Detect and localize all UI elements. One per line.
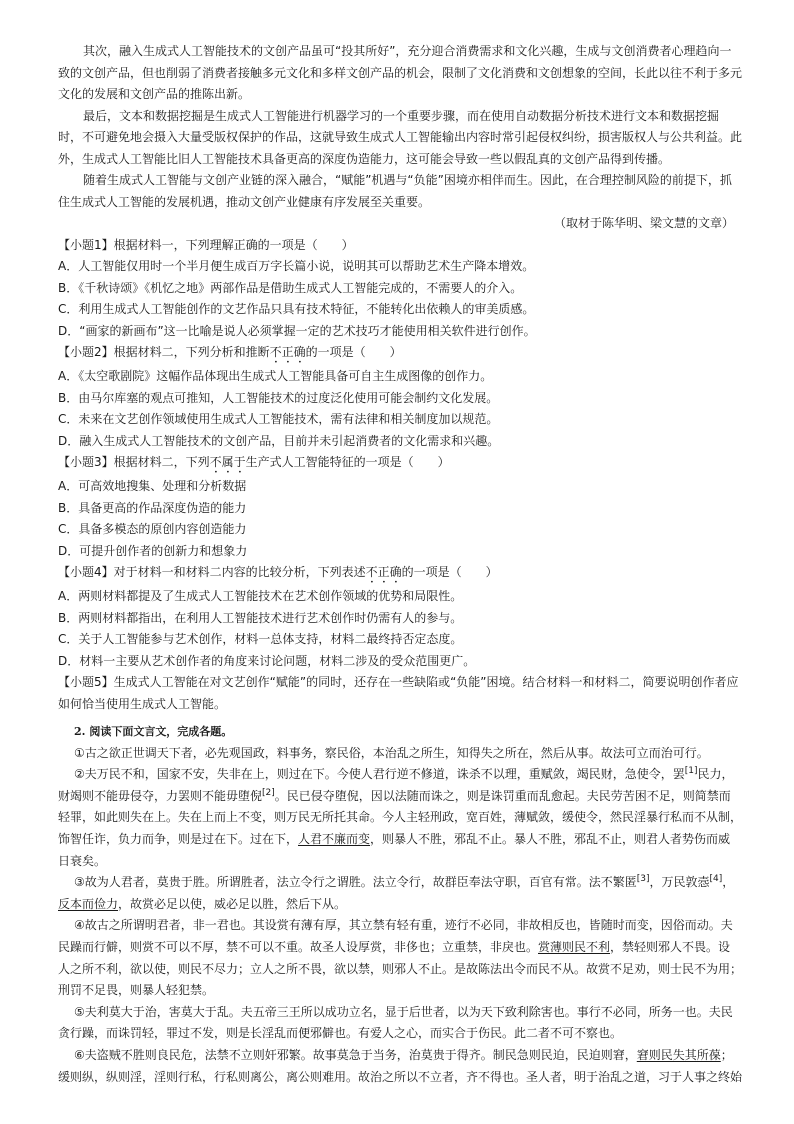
section-heading: 2. 阅读下面文言文，完成各题。 [74, 725, 233, 738]
reading-section-2 [58, 721, 742, 1088]
underlined-sentence: 赏薄则民不利 [538, 939, 611, 954]
source-citation: （取材于陈华明、梁文慧的文章） [553, 216, 734, 230]
question-3-option: B．具备更高的作品深度伪造的能力 [58, 500, 247, 515]
reading-section-1 [58, 41, 742, 715]
footnote-marker: [2] [262, 787, 275, 798]
question-2-option: A．《太空歌剧院》这幅作品体现出生成式人工智能具备可自主生成图像的创作力。 [58, 369, 493, 383]
underlined-sentence: 反本而俭力 [58, 896, 119, 911]
question-1-option: D．“画家的新画布”这一比喻是说人必须掌握一定的艺术技巧才能使用相关软件进行创作。 [58, 323, 536, 338]
question-1-option: C．利用生成式人工智能创作的文艺作品只具有技术特征，不能转化出依赖人的审美质感。 [58, 302, 535, 316]
question-4-option: C．关于人工智能参与艺术创作，材料一总体支持，材料二最终持否定态度。 [58, 632, 463, 646]
question-3-option: D．可提升创作者的创新力和想象力 [58, 543, 248, 558]
question-1-option: B．《千秋诗颂》《机忆之地》两部作品是借助生成式人工智能完成的，不需要人的介入。 [58, 280, 523, 295]
classical-paragraph-4: ④故古之所谓明君者，非一君也。其设赏有薄有厚，其立禁有轻有重，迹行不必同，非故相反也，皆随时而变，因俗而动。夫民躁而行僻，则赏不可以不厚，禁不可以不重。故圣人设厚赏，非侈也；立重禁，非戾也。赏薄则民不利，禁轻则邪人不畏。设人之所不利，欲以使，则民不尽力；立人之所不畏，欲以禁，则邪人不止。是故陈法出令而民不从。故赏不足劝，则士民不为用；刑罚不足畏，则暴人轻犯禁。 [58, 918, 743, 998]
question-2-option: B．由马尔库塞的观点可推知，人工智能技术的过度泛化使用可能会制约文化发展。 [58, 390, 499, 405]
question-4-option: B．两则材料都指出，在利用人工智能技术进行艺术创作时仍需有人的参与。 [58, 610, 463, 625]
classical-paragraph-1: ①古之欲正世调天下者，必先观国政，料事务，察民俗，本治乱之所生，知得失之所在，然后从事。故法可立而治可行。 [74, 745, 709, 760]
question-4-option: D．材料一主要从艺术创作者的角度来讨论问题，材料二涉及的受众范围更广。 [58, 653, 476, 668]
question-2-stem: 【小题2】根据材料二，下列分析和推断不正确的一项是（ ） [58, 345, 402, 359]
footnote-marker: [3] [636, 874, 650, 885]
material-paragraph: 随着生成式人工智能与文创产业链的深入融合，“赋能”机遇与“负能”困境亦相伴而生。因此，在合理控制风险的前提下，抓住生成式人工智能的发展机遇，推动文创产业健康有序发展至关重要。 [58, 173, 732, 209]
classical-paragraph-2: ②夫万民不和，国家不安，失非在上，则过在下。今使人君行逆不修道，诛杀不以理，重赋敛，竭民财，急使令，罢[1]民力，财竭则不能毋侵夺，力罢则不能毋堕倪[2]。民已侵夺堕倪，因以法随而诛之，则是诛罚重而乱愈起。夫民劳苦困不足，则简禁而轻罪，如此则失在上。失在上而上不变，则万民无所托其命。今人主轻刑政，宽百姓，薄赋敛，缓使令，然民淫暴行私而不从制，饰智任诈，负力而争，则是过在下。过在下，人君不廉而变，则暴人不胜，邪乱不止。暴人不胜，邪乱不止，则君人者势伤而威日衰矣。 [58, 766, 743, 868]
footnote-marker: [4] [709, 874, 723, 885]
classical-paragraph-3: ③故为人君者，莫贵于胜。所谓胜者，法立令行之谓胜。法立令行，故群臣奉法守职，百官有常。法不繁匿[3]，万民敦悫[4]，反本而俭力，故赏必足以使，威必足以胜，然后下从。 [58, 874, 735, 911]
question-5-stem: 【小题5】生成式人工智能在对文艺创作“赋能”的同时，还存在一些缺陷或“负能”困境。结合材料一和材料二，简要说明创作者应如何恰当使用生成式人工智能。 [58, 675, 739, 711]
question-1-stem: 【小题1】根据材料一，下列理解正确的一项是（ ） [58, 237, 354, 252]
question-1-option: A．人工智能仅用时一个半月便生成百万字长篇小说，说明其可以帮助艺术生产降本增效。 [58, 259, 535, 273]
question-4-option: A．两则材料都提及了生成式人工智能技术在艺术创作领域的优势和局限性。 [58, 589, 463, 603]
question-2-option: D．融入生成式人工智能技术的文创产品，目前并未引起消费者的文化需求和兴趣。 [58, 433, 500, 448]
underlined-sentence: 窘则民失其所葆 [636, 1047, 721, 1062]
question-4-stem: 【小题4】对于材料一和材料二内容的比较分析，下列表述不正确的一项是（ ） [58, 565, 498, 579]
material-paragraph: 其次，融入生成式人工智能技术的文创产品虽可“投其所好”，充分迎合消费需求和文化兴趣，生成与文创消费者心理趋向一致的文创产品，但也削弱了消费者接触多元文化和多样文创产品的机会，限制了文化消费和文创想象的空间，长此以往不利于多元文化的发展和文创产品的推陈出新。 [58, 44, 743, 101]
emphasis-mark: 不属于 [209, 455, 246, 469]
question-3-stem: 【小题3】根据材料二，下列不属于生产式人工智能特征的一项是（ ） [58, 455, 450, 469]
underlined-sentence: 人君不廉而变 [298, 831, 371, 846]
material-paragraph: 最后，文本和数据挖掘是生成式人工智能进行机器学习的一个重要步骤，而在使用自动数据分析技术进行文本和数据挖掘时，不可避免地会摄入大量受版权保护的作品，这就导致生成式人工智能输出内容时常引起侵权纠纷，损害版权人与公共利益。此外，生成式人工智能比旧人工智能技术具备更高的深度伪造能力，这可能会导致一些以假乱真的文创产品得到传播。 [58, 108, 743, 166]
question-2-option: C．未来在文艺创作领域使用生成式人工智能技术，需有法律和相关制度加以规范。 [58, 412, 499, 426]
question-3-option: C．具备多模态的原创内容创造能力 [58, 522, 247, 536]
classical-paragraph-5: ⑤夫利莫大于治，害莫大于乱。夫五帝三王所以成功立名，显于后世者，以为天下致利除害也。事行不必同，所务一也。夫民贪行躁，而诛罚轻，罪过不发，则是长淫乱而便邪僻也。有爱人之心，而实合于伤民。此二者不可不察也。 [58, 1004, 733, 1041]
emphasis-mark: 不正确 [365, 565, 402, 579]
classical-paragraph-6: ⑥夫盗贼不胜则良民危，法禁不立则奸邪繁。故事莫急于当务，治莫贵于得齐。制民急则民迫，民迫则窘，窘则民失其所葆；缓则纵，纵则淫，淫则行私，行私则离公，离公则难用。故治之所以不立者，齐不得也。圣人者，明于治乱之道，习于人事之终始 [58, 1047, 743, 1084]
footnote-marker: [1] [684, 766, 698, 777]
question-3-option: A．可高效地搜集、处理和分析数据 [58, 479, 247, 493]
emphasis-mark: 不正确 [269, 345, 306, 359]
